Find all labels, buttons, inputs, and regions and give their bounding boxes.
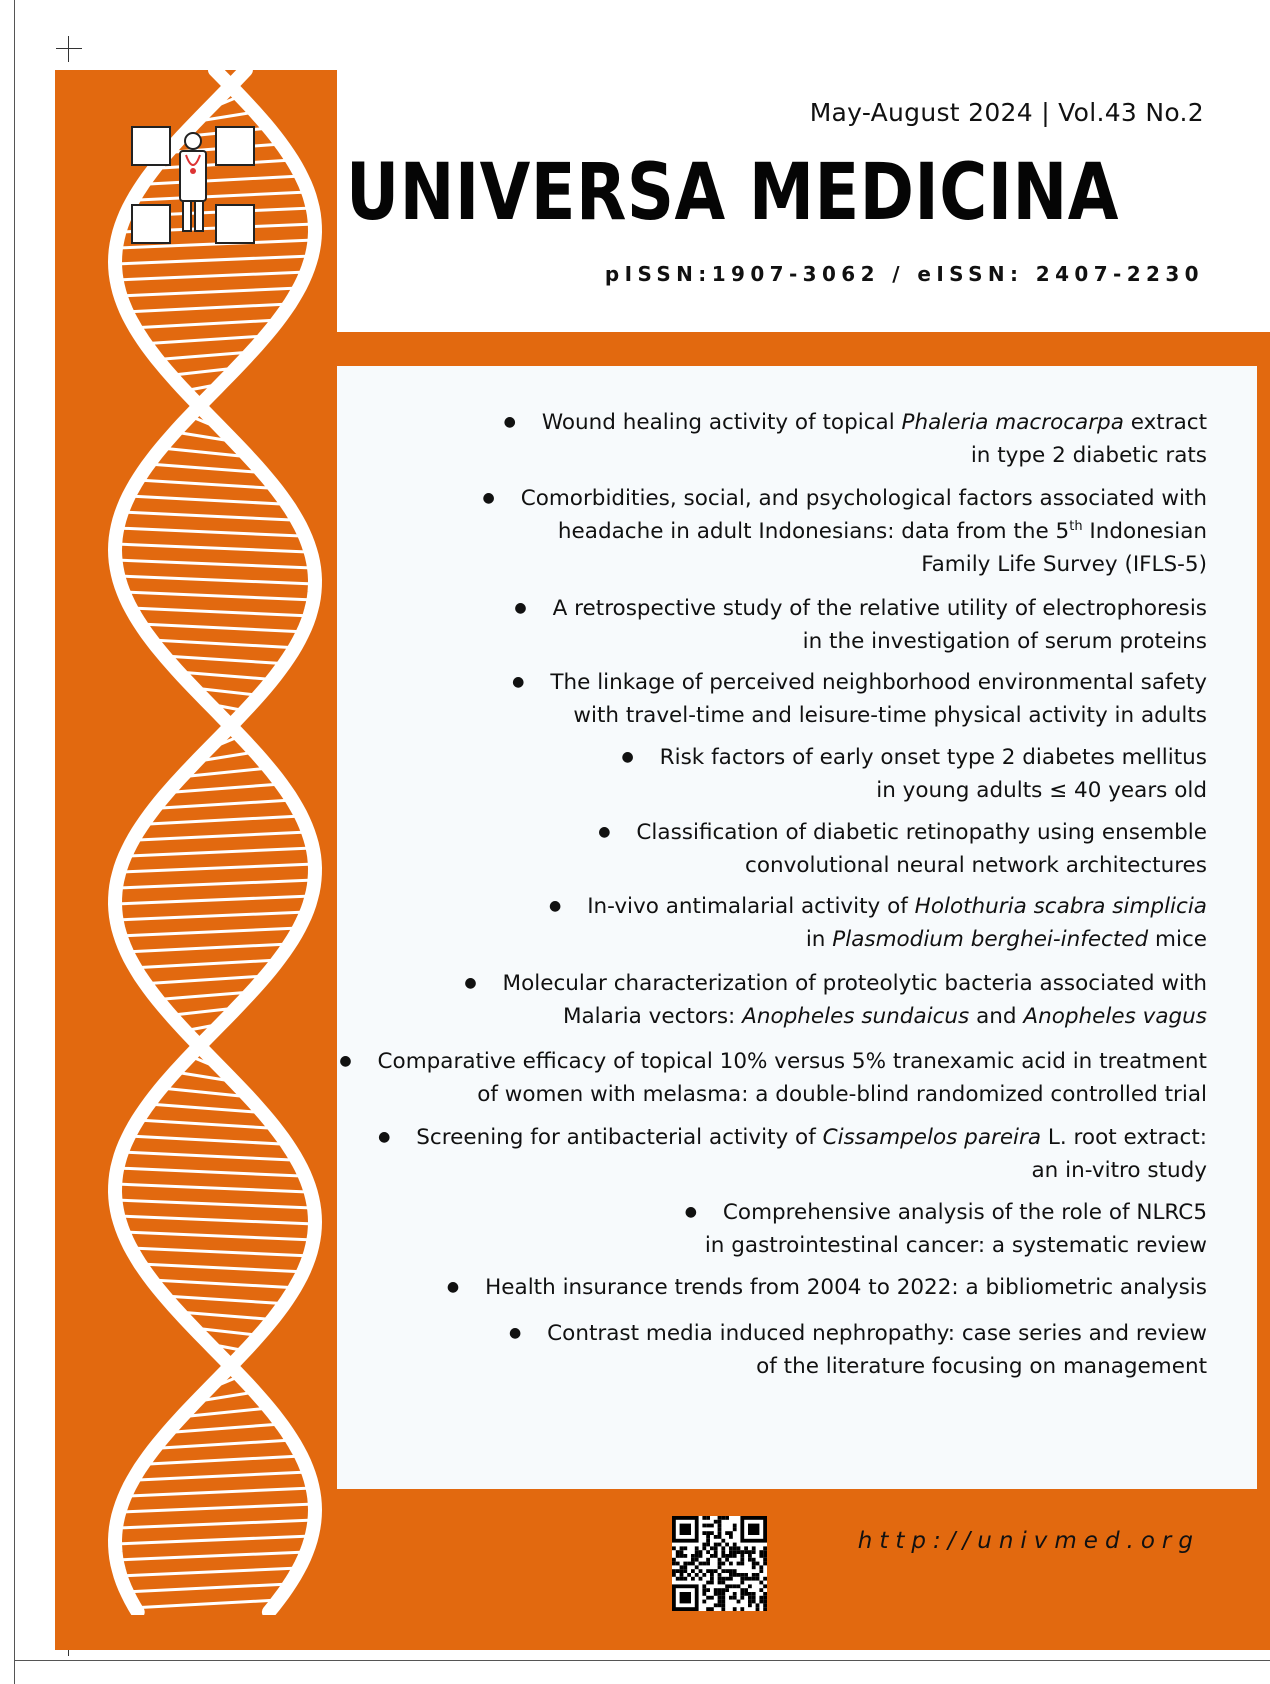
cover-orange-band-bottom bbox=[337, 1489, 1257, 1650]
trim-line-left bbox=[14, 0, 15, 1684]
bullet-icon: ● bbox=[512, 674, 525, 690]
article-entry: ● The linkage of perceived neighborhood environmental safety with travel-time and leisure-time physical activity in adults bbox=[512, 666, 1207, 732]
website-url[interactable]: http://univmed.org bbox=[857, 1528, 1200, 1554]
article-entry: ● Molecular characterization of proteolytic bacteria associated with Malaria vectors: Anopheles sundaicus and Anopheles vagus bbox=[464, 967, 1207, 1033]
cover-orange-band-top bbox=[337, 332, 1257, 366]
bullet-icon: ● bbox=[684, 1204, 697, 1220]
bullet-icon: ● bbox=[446, 1279, 460, 1295]
table-of-contents bbox=[337, 366, 1257, 1489]
journal-title: UNIVERSA MEDICINA bbox=[346, 148, 1119, 238]
bullet-icon: ● bbox=[621, 749, 634, 765]
article-entry: ● Wound healing activity of topical Phaleria macrocarpa extract in type 2 diabetic rats bbox=[504, 406, 1207, 472]
bullet-icon: ● bbox=[482, 490, 495, 506]
article-entry: ● In-vivo antimalarial activity of Holothuria scabra simplicia in Plasmodium berghei-infected mice bbox=[549, 890, 1207, 956]
dna-helix-illustration bbox=[80, 70, 350, 1615]
bullet-icon: ● bbox=[514, 600, 527, 616]
doctor-logo-icon bbox=[130, 125, 256, 245]
bullet-icon: ● bbox=[548, 898, 562, 914]
article-entry: ● Comparative efficacy of topical 10% versus 5% tranexamic acid in treatment of women with melasma: a double-blind randomized controlled trial bbox=[339, 1045, 1207, 1111]
article-entry: ● Classification of diabetic retinopathy using ensemble convolutional neural network architectures bbox=[598, 816, 1207, 882]
article-entry: ● Health insurance trends from 2004 to 2022: a bibliometric analysis bbox=[447, 1271, 1207, 1304]
issue-info: May-August 2024 | Vol.43 No.2 bbox=[809, 98, 1204, 127]
bullet-icon: ● bbox=[598, 824, 611, 840]
article-entry: ● Comorbidities, social, and psychological factors associated with headache in adult Indonesians: data from the 5th Indonesian Family Life Survey (IFLS-5) bbox=[482, 482, 1207, 581]
crop-mark-top bbox=[56, 36, 82, 62]
bullet-icon: ● bbox=[503, 414, 516, 430]
article-entry: ● A retrospective study of the relative utility of electrophoresis in the investigation of serum proteins bbox=[514, 592, 1207, 658]
bullet-icon: ● bbox=[464, 975, 477, 991]
qr-code-icon bbox=[672, 1516, 767, 1611]
trim-line-bottom bbox=[14, 1660, 1270, 1661]
cover-orange-right-edge bbox=[1257, 332, 1270, 1650]
article-entry: ● Comprehensive analysis of the role of NLRC5 in gastrointestinal cancer: a systematic review bbox=[685, 1196, 1207, 1262]
bullet-icon: ● bbox=[508, 1325, 522, 1341]
article-entry: ● Contrast media induced nephropathy: case series and review of the literature focusing on management bbox=[509, 1317, 1207, 1383]
article-entry: ● Screening for antibacterial activity of Cissampelos pareira L. root extract: an in-vitro study bbox=[378, 1121, 1207, 1187]
bullet-icon: ● bbox=[378, 1129, 391, 1145]
article-entry: ● Risk factors of early onset type 2 diabetes mellitus in young adults ≤ 40 years old bbox=[621, 741, 1207, 807]
issn-line: pISSN:1907-3062 / eISSN: 2407-2230 bbox=[604, 262, 1204, 286]
bullet-icon: ● bbox=[339, 1053, 352, 1069]
